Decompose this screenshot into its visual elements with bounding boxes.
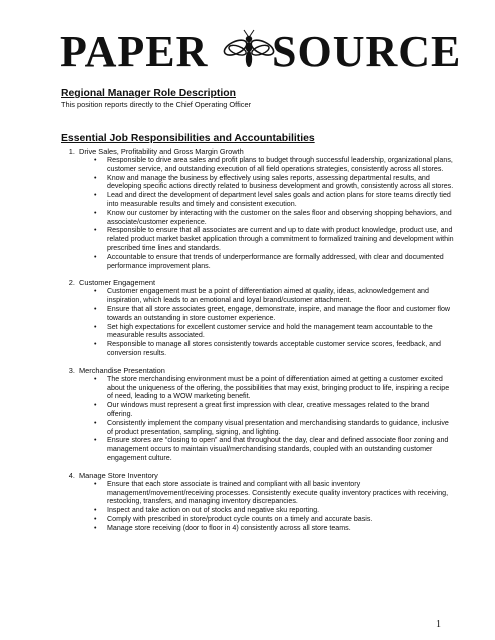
section-heading: Manage Store Inventory <box>79 470 158 480</box>
section-customer-engagement <box>77 278 456 357</box>
section-bullets <box>79 480 456 533</box>
bullet-item: • Ensure stores are “closing to open” and that throughout the day, clear and defined associate floor zoning and management occurs to maintain visual/merchandising standards, coupled with an outstanding customer engagement culture. <box>94 436 456 462</box>
bullet-item: • Know and manage the business by effectively using sales reports, assessing departmental results, and developing specific actions directly related to business development and growth, consistently across all stores. <box>94 174 456 192</box>
section-bullets <box>79 375 456 463</box>
bullet-item: • Ensure that each store associate is trained and compliant with all basic inventory management/movement/receiving processes. Consistently execute quality inventory practices with receiving, restocking, transfers, and managing inventory discrepancies. <box>94 480 456 506</box>
bullet-item: • The store merchandising environment must be a point of differentiation aimed at getting a customer excited about the uniqueness of the offering, the possibilities that may exist, bringing product to life, inspiring a recipe of need, leading to a WOW marketing benefit. <box>94 375 456 401</box>
section-heading: Merchandise Presentation <box>79 365 165 375</box>
bullet-item: • Lead and direct the development of department level sales goals and action plans for store teams directly tied into measurable results and timely and consistent execution. <box>94 191 456 209</box>
page-number: 1 <box>436 619 441 630</box>
section-sales-growth <box>77 147 456 270</box>
bullet-item: • Ensure that all store associates greet, engage, demonstrate, inspire, and manage the floor and customer flow towards an outstanding in store customer experience. <box>94 305 456 323</box>
section-heading: Customer Engagement <box>79 278 155 288</box>
responsibility-sections <box>61 147 456 532</box>
section-merchandise-presentation <box>77 366 456 463</box>
bullet-item: • Inspect and take action on out of stocks and negative sku reporting. <box>94 506 456 515</box>
section-store-inventory <box>77 471 456 533</box>
bullet-item: • Responsible to drive area sales and profit plans to budget through successful leadership, organizational plans, customer service, and outstanding execution of all field operations strategies, consistently across all stores. <box>94 156 456 174</box>
section-heading: Drive Sales, Profitability and Gross Margin Growth <box>79 147 244 156</box>
logo-left-text: PAPER <box>60 27 209 72</box>
bullet-item: • Accountable to ensure that trends of underperformance are formally addressed, with clear and documented performance improvement plans. <box>94 253 456 271</box>
bullet-item: • Know our customer by interacting with the customer on the sales floor and observing shopping behaviors, and associate/customer experience. <box>94 209 456 227</box>
bullet-item: • Comply with prescribed in store/product cycle counts on a timely and accurate basis. <box>94 515 456 524</box>
bullet-item: • Responsible to ensure that all associates are current and up to date with product knowledge, product use, and related product market basket application through a commitment to formalized training and development within prescribed time lines and standards. <box>94 226 456 252</box>
company-logo <box>0 22 495 72</box>
responsibilities-heading: Essential Job Responsibilities and Accountabilities <box>61 133 315 144</box>
reporting-line: This position reports directly to the Chief Operating Officer <box>61 100 252 109</box>
bullet-item: • Consistently implement the company visual presentation and merchandising standards to guidance, inclusive of product presentation, sampling, signing, and lighting. <box>94 419 456 437</box>
document-body <box>61 88 456 532</box>
logo-right-text: SOURCE <box>272 27 462 72</box>
bullet-item: • Set high expectations for excellent customer service and hold the management team accountable to the measurable results associated. <box>94 323 456 341</box>
bullet-item: • Customer engagement must be a point of differentiation aimed at quality, ideas, acknowledgement and inspiration, which leads to an emotional and loyal brand/customer attachment. <box>94 287 456 305</box>
section-bullets <box>79 287 456 357</box>
bee-icon <box>222 30 276 67</box>
bullet-item: • Manage store receiving (door to floor in 4) consistently across all store teams. <box>94 524 456 533</box>
bullet-item: • Our windows must represent a great first impression with clear, creative messages related to the brand offering. <box>94 401 456 419</box>
section-bullets <box>79 156 456 270</box>
bullet-item: • Responsible to manage all stores consistently towards acceptable customer service scores, feedback, and conversion results. <box>94 340 456 358</box>
role-title: Regional Manager Role Description <box>61 88 236 99</box>
paper-source-logo <box>0 22 495 72</box>
